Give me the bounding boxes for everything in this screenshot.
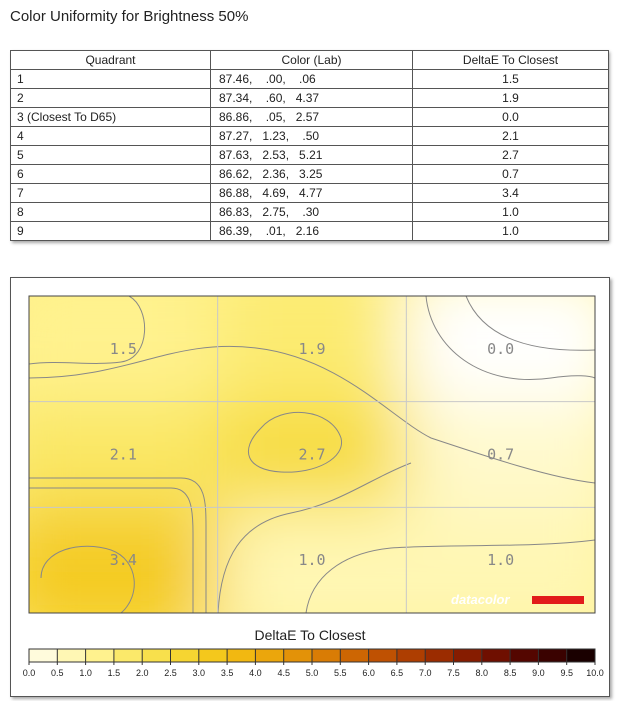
- colorbar-swatch: [397, 649, 426, 662]
- quadrant-cell: 8: [11, 203, 211, 222]
- deltae-cell: 1.0: [413, 203, 609, 222]
- colorbar-tick-label: 6.0: [362, 668, 375, 678]
- quadrant-value-label: 1.0: [487, 551, 515, 570]
- colorbar-title: DeltaE To Closest: [254, 627, 366, 643]
- table-row: [11, 184, 609, 203]
- color-lab-cell: 86.86, .05, 2.57: [211, 108, 413, 127]
- quadrant-value-label: 3.4: [109, 551, 137, 570]
- colorbar-swatch: [86, 649, 115, 662]
- uniformity-table-container: [10, 50, 608, 241]
- color-lab-cell: 86.39, .01, 2.16: [211, 222, 413, 241]
- quadrant-value-label: 1.0: [298, 551, 326, 570]
- page-title: Color Uniformity for Brightness 50%: [10, 8, 249, 25]
- colorbar-tick-label: 3.0: [192, 668, 206, 678]
- uniformity-heatmap-svg: [11, 278, 609, 696]
- colorbar-tick-label: 7.5: [447, 668, 460, 678]
- quadrant-cell: 6: [11, 165, 211, 184]
- quadrant-cell: 2: [11, 89, 211, 108]
- colorbar-tick-label: 2.5: [164, 668, 177, 678]
- deltae-cell: 2.7: [413, 146, 609, 165]
- header-deltae: DeltaE To Closest: [413, 51, 609, 70]
- quadrant-cell: 4: [11, 127, 211, 146]
- colorbar-tick-label: 5.0: [305, 668, 319, 678]
- colorbar-tick-label: 7.0: [418, 668, 432, 678]
- colorbar-tick-label: 9.5: [560, 668, 573, 678]
- quadrant-value-label: 0.0: [487, 339, 515, 358]
- colorbar-tick-label: 3.5: [220, 668, 234, 678]
- colorbar-swatch: [510, 649, 539, 662]
- deltae-cell: 2.1: [413, 127, 609, 146]
- colorbar-swatch: [171, 649, 200, 662]
- quadrant-value-label: 0.7: [487, 445, 515, 464]
- color-lab-cell: 87.63, 2.53, 5.21: [211, 146, 413, 165]
- colorbar-swatch: [255, 649, 284, 662]
- quadrant-value-label: 2.1: [109, 445, 137, 464]
- color-lab-cell: 86.62, 2.36, 3.25: [211, 165, 413, 184]
- quadrant-value-label: 1.9: [298, 339, 326, 358]
- colorbar-swatch: [454, 649, 483, 662]
- quadrant-cell: 7: [11, 184, 211, 203]
- heatmap-cell: [406, 507, 609, 643]
- table-row: [11, 222, 609, 241]
- colorbar-swatch: [482, 649, 511, 662]
- datacolor-watermark: datacolor: [451, 592, 510, 607]
- color-lab-cell: 86.88, 4.69, 4.77: [211, 184, 413, 203]
- colorbar-tick-label: 5.5: [334, 668, 347, 678]
- deltae-cell: 1.5: [413, 70, 609, 89]
- quadrant-cell: 9: [11, 222, 211, 241]
- table-row: [11, 70, 609, 89]
- colorbar-swatch: [29, 649, 58, 662]
- color-lab-cell: 87.27, 1.23, .50: [211, 127, 413, 146]
- colorbar-swatch: [142, 649, 171, 662]
- color-lab-cell: 86.83, 2.75, .30: [211, 203, 413, 222]
- colorbar-tick-label: 2.0: [135, 668, 149, 678]
- colorbar-swatch: [538, 649, 567, 662]
- quadrant-value-label: 1.5: [109, 339, 137, 358]
- quadrant-cell: 5: [11, 146, 211, 165]
- deltae-cell: 3.4: [413, 184, 609, 203]
- colorbar-tick-label: 1.5: [107, 668, 121, 678]
- color-lab-cell: 87.46, .00, .06: [211, 70, 413, 89]
- colorbar-tick-label: 6.5: [390, 668, 404, 678]
- quadrant-cell: 3 (Closest To D65): [11, 108, 211, 127]
- colorbar-tick-label: 0.0: [22, 668, 36, 678]
- table-row: [11, 89, 609, 108]
- table-row: [11, 165, 609, 184]
- deltae-cell: 1.0: [413, 222, 609, 241]
- colorbar-tick-label: 0.5: [51, 668, 64, 678]
- color-lab-cell: 87.34, .60, 4.37: [211, 89, 413, 108]
- deltae-cell: 0.0: [413, 108, 609, 127]
- colorbar-swatch: [227, 649, 256, 662]
- colorbar-swatch: [114, 649, 143, 662]
- colorbar-swatch: [199, 649, 228, 662]
- colorbar-swatch: [57, 649, 86, 662]
- colorbar-swatch: [340, 649, 369, 662]
- colorbar-tick-label: 4.0: [249, 668, 262, 678]
- deltae-cell: 1.9: [413, 89, 609, 108]
- table-header-row: [11, 51, 609, 70]
- deltae-cell: 0.7: [413, 165, 609, 184]
- colorbar-swatch: [284, 649, 313, 662]
- table-row: [11, 146, 609, 165]
- quadrant-value-label: 2.7: [298, 445, 326, 464]
- colorbar-swatch: [369, 649, 398, 662]
- colorbar: [23, 649, 604, 678]
- colorbar-swatch: [312, 649, 341, 662]
- table-row: [11, 127, 609, 146]
- colorbar-tick-label: 4.5: [277, 668, 290, 678]
- colorbar-tick-label: 8.0: [475, 668, 489, 678]
- uniformity-chart-panel: [10, 277, 610, 697]
- quadrant-cell: 1: [11, 70, 211, 89]
- colorbar-tick-label: 10.0: [586, 668, 604, 678]
- heatmap-cell: [218, 507, 407, 643]
- colorbar-tick-label: 1.0: [79, 668, 92, 678]
- uniformity-table: [10, 50, 609, 241]
- header-quadrant: Quadrant: [11, 51, 211, 70]
- colorbar-tick-label: 8.5: [503, 668, 517, 678]
- colorbar-swatch: [425, 649, 454, 662]
- table-row: [11, 203, 609, 222]
- header-color-lab: Color (Lab): [211, 51, 413, 70]
- heatmap-cell: [11, 507, 218, 643]
- watermark-bar: [532, 596, 584, 604]
- colorbar-tick-label: 9.0: [532, 668, 545, 678]
- colorbar-swatch: [567, 649, 596, 662]
- table-row: [11, 108, 609, 127]
